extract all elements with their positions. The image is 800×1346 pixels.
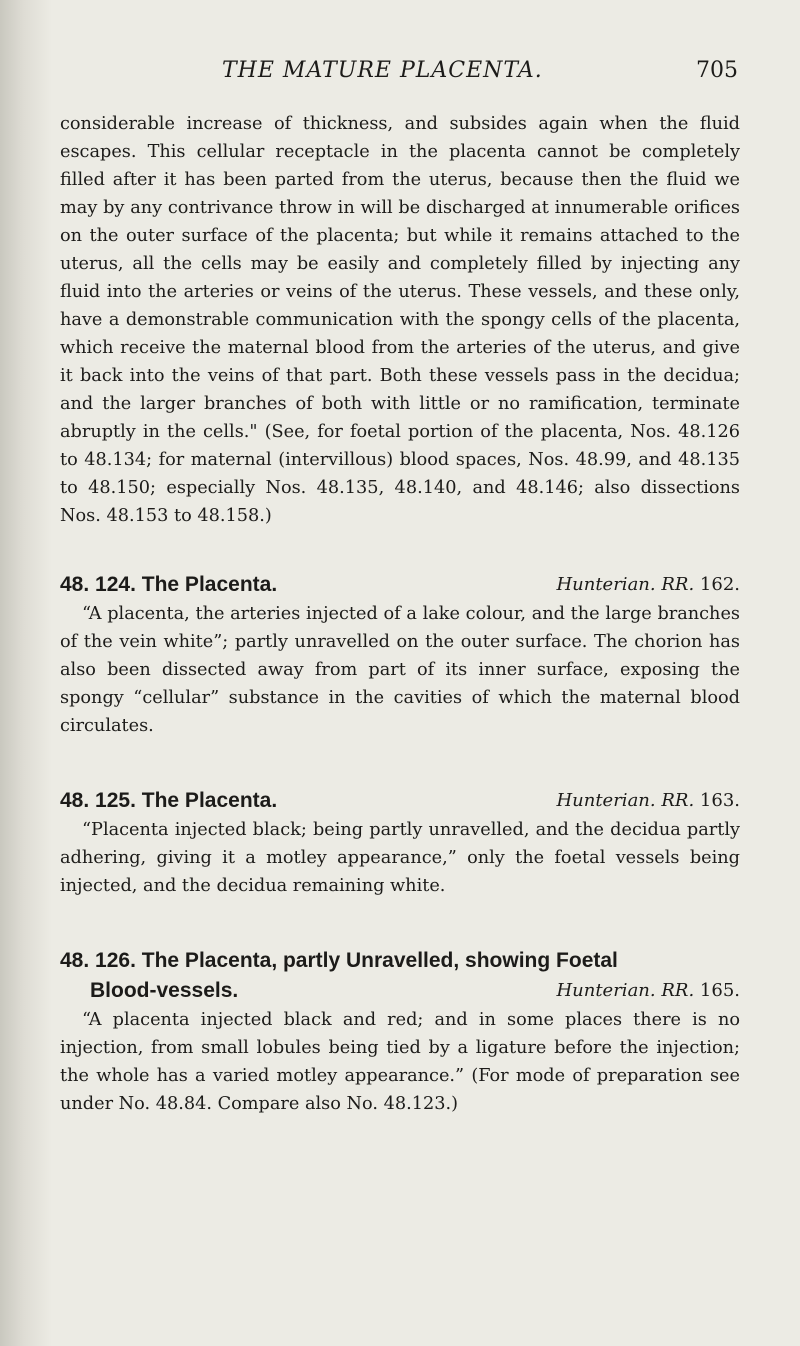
running-header [60,48,740,84]
reference-code: RR. [661,790,695,811]
entry-number-minor: 126. [95,949,136,972]
reference-collection: Hunterian. [556,574,656,595]
entry-number-major: 48. [60,573,90,596]
reference-code: RR. [661,574,695,595]
reference-number: 163. [699,790,740,811]
entry-reference [556,570,740,600]
entry-number-minor: 125. [95,789,136,812]
entry-title: The Placenta. [141,789,278,812]
entry-description: “A placenta, the arteries injected of a lake colour, and the large branches of the vein white”; partly unravelled on the outer surface. The chorion has also been dissected away from part of its inner surface, exposing the spongy “cellular” substance in the cavities of which the maternal blood circulates. [60,604,740,736]
running-title: THE MATURE PLACENTA. [222,58,543,83]
reference-code: RR. [661,980,695,1001]
entry-heading-continued [60,976,740,1006]
page-number: 705 [696,58,738,83]
reference-number: 165. [699,980,740,1001]
page-binding-shadow [0,0,52,1346]
intro-paragraph: considerable increase of thickness, and subsides again when the fluid escapes. This cellular receptacle in the placenta cannot be completely filled after it has been parted from the uterus, because then the fluid we may by any contrivance throw in will be discharged at innumerable orifices on the outer surface of the placenta; but while it remains attached to the uterus, all the cells may be easily and completely filled by injecting any fluid into the arteries or veins of the uterus. These vessels, and these only, have a demonstrable communication with the spongy cells of the placenta, which receive the maternal blood from the arteries of the uterus, and give it back into the veins of that part. Both these vessels pass in the decidua; and the larger branches of both with little or no ramification, terminate abruptly in the cells." (See, for foetal portion of the placenta, Nos. 48.126 to 48.134; for maternal (intervillous) blood spaces, Nos. 48.99, and 48.135 to 48.150; especially Nos. 48.135, 48.140, and 48.146; also dissections Nos. 48.153 to 48.158.) [60,114,740,526]
reference-collection: Hunterian. [556,980,656,1001]
entry-heading [60,570,740,600]
entry-reference [556,976,740,1006]
catalogue-entry [60,786,740,900]
reference-collection: Hunterian. [556,790,656,811]
entry-description: “A placenta injected black and red; and in some places there is no injection, from small lobules being tied by a ligature before the injection; the whole has a varied motley appearance.” (For mode of preparation see under No. 48.84. Compare also No. 48.123.) [60,1010,740,1114]
catalogue-entry [60,946,740,1118]
entry-number-major: 48. [60,789,90,812]
entry-reference [556,786,740,816]
entry-number-minor: 124. [95,573,136,596]
entry-heading [60,786,740,816]
entry-title: The Placenta, partly Unravelled, showing Foetal [141,949,618,972]
entry-number-major: 48. [60,949,90,972]
entry-description: “Placenta injected black; being partly unravelled, and the decidua partly adhering, giving it a motley appearance,” only the foetal vessels being injected, and the decidua remaining white. [60,820,740,896]
entry-title-line2: Blood-vessels. [90,979,239,1002]
catalogue-entry [60,570,740,740]
reference-number: 162. [699,574,740,595]
entry-title: The Placenta. [141,573,278,596]
entry-heading [60,946,740,976]
book-page [60,48,740,1118]
